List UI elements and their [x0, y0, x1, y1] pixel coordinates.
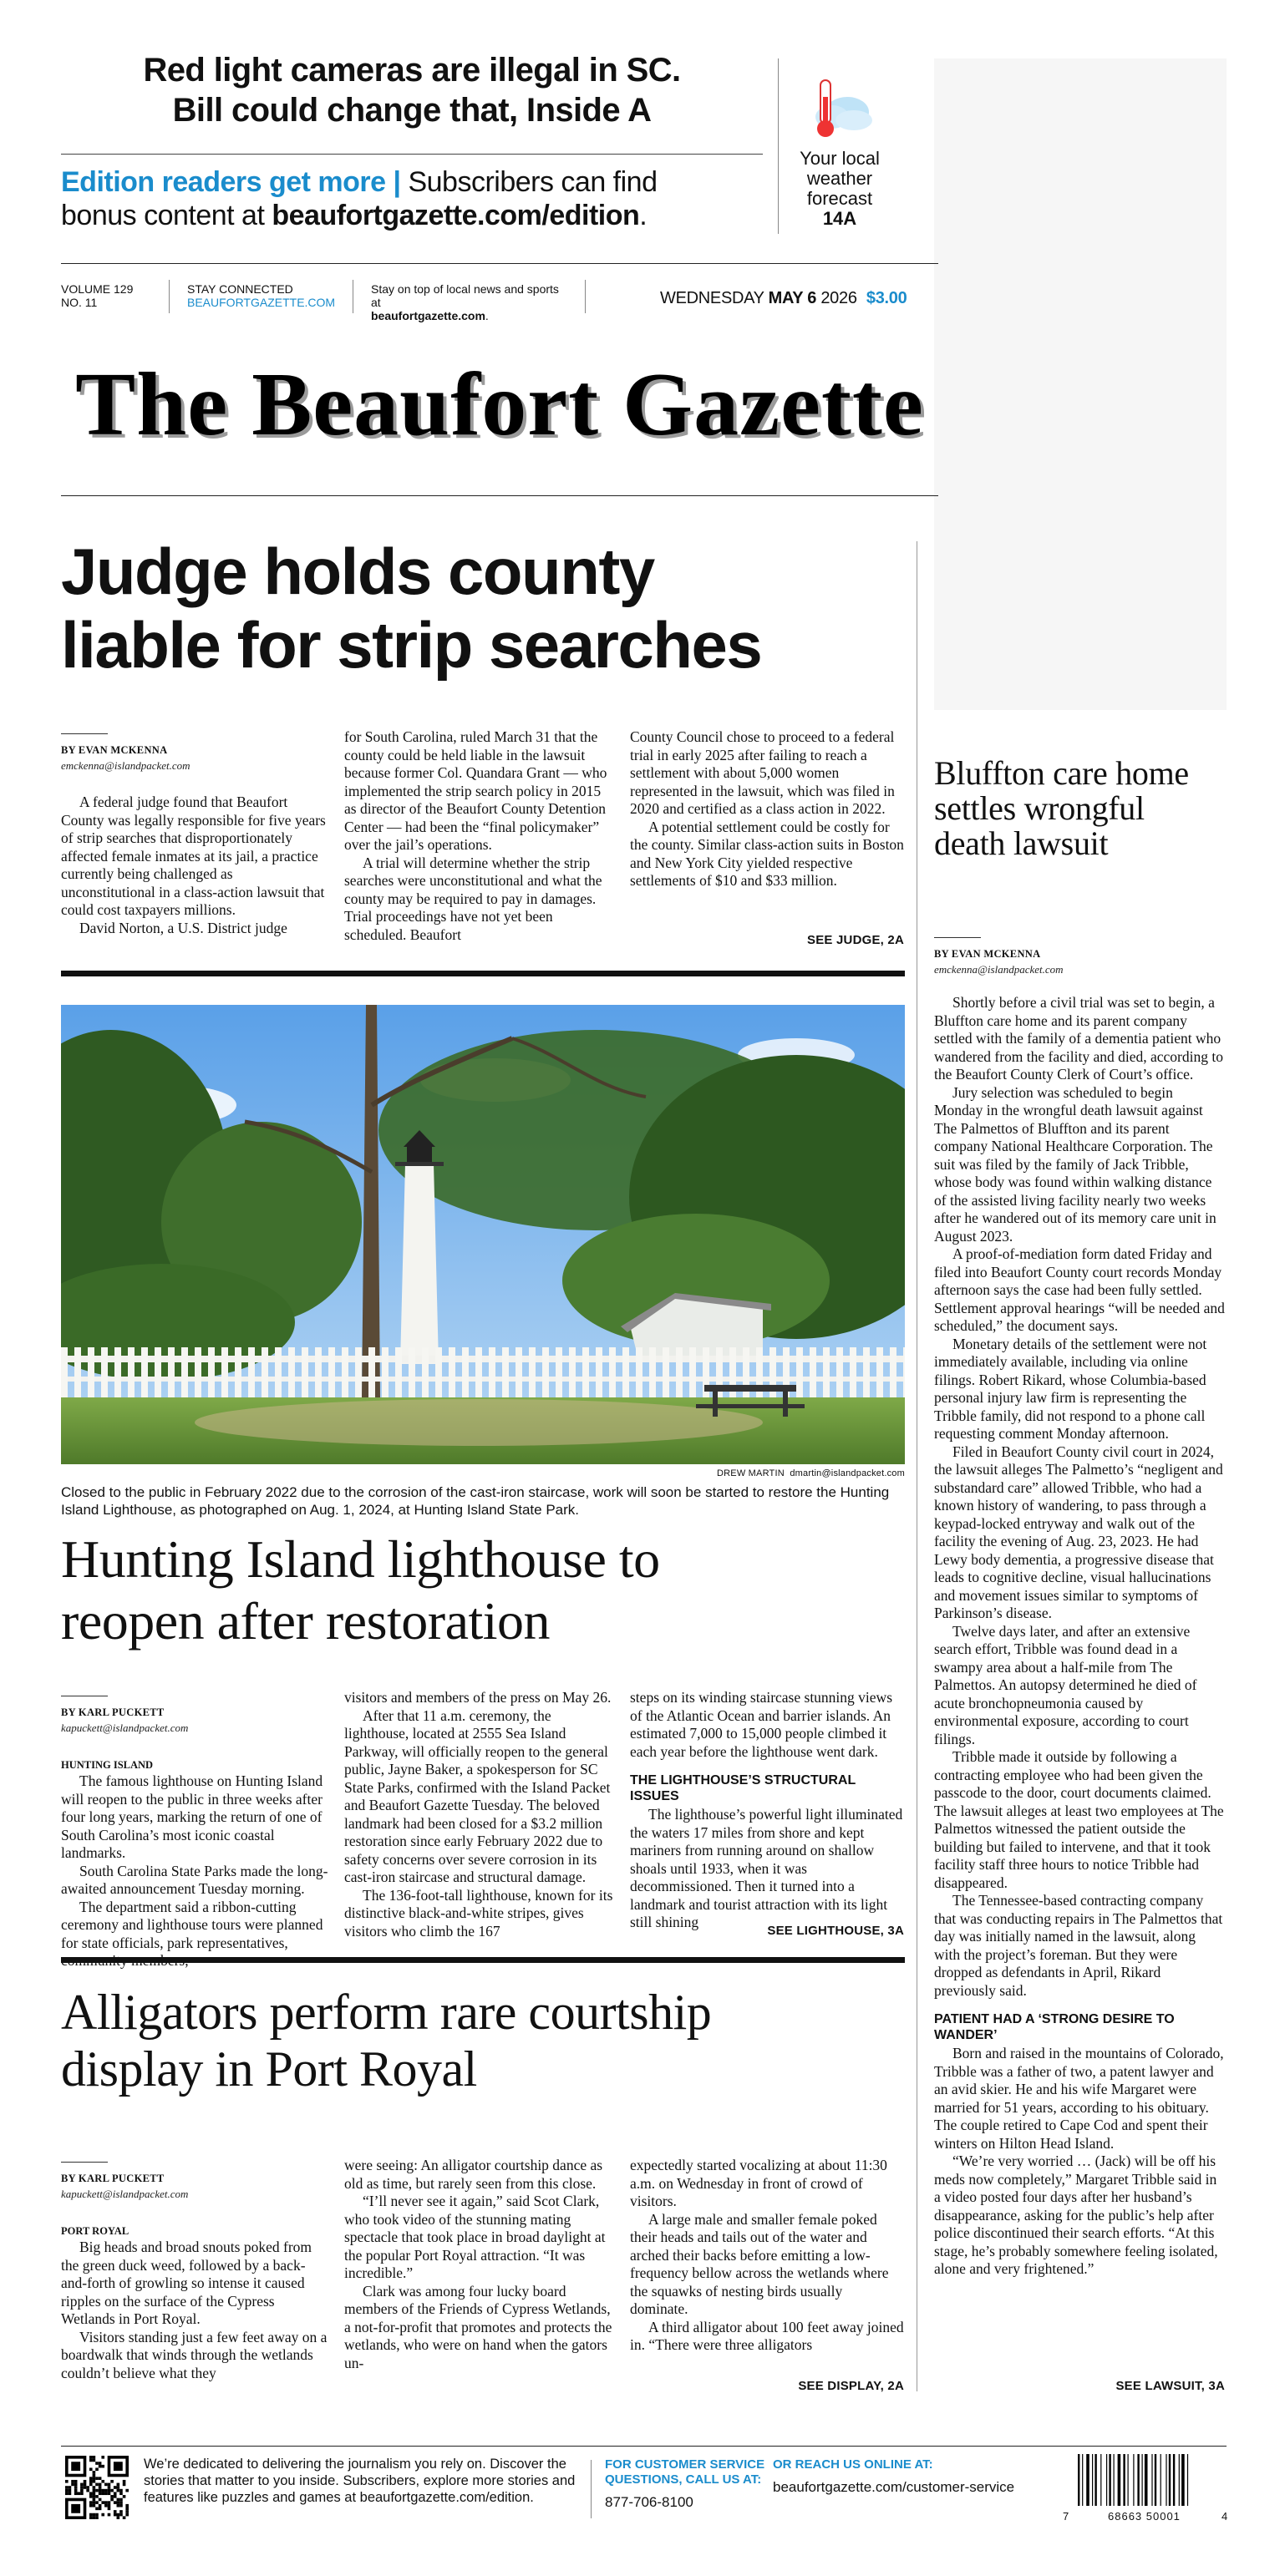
bluffton-p6: Twelve days later, and after an extensive search effort, Tribble was found dead in a swampy area about a half-mile from The Palmettos. An autopsy determined he died of acute bronchopneumonia caused by environmental exposure, according to court filings.: [934, 1622, 1197, 1747]
photo-credit-email: dmartin@islandpacket.com: [790, 1468, 905, 1478]
bluffton-byline: BY EVAN MCKENNA: [934, 948, 1041, 960]
lighthouse-headline[interactable]: [61, 1529, 905, 1652]
alligator-col1-p2: Visitors standing just a few feet away on a boardwalk that winds through the wetlands couldn’t believe what they: [61, 2328, 328, 2381]
bluffton-email[interactable]: emckenna@islandpacket.com: [934, 963, 1064, 976]
stay-connected-site[interactable]: BEAUFORTGAZETTE.COM: [187, 296, 336, 309]
lighthouse-col2-p1: visitors and members of the press on May 26.: [344, 1689, 612, 1706]
masthead-divider-1: [169, 280, 170, 313]
photo-caption: Closed to the public in February 2022 due to the corrosion of the cast-iron staircase, work will soon be started to restore the Hunting Island Lighthouse, as photographed on Aug. 1, 2024, at Hunting Island State Park.: [61, 1484, 890, 1518]
lighthouse-email[interactable]: kapuckett@islandpacket.com: [61, 1722, 189, 1734]
lighthouse-headline-line2: reopen after restoration: [61, 1591, 551, 1651]
online-label: OR REACH US ONLINE AT:: [773, 2457, 933, 2472]
barcode-right: 4: [1222, 2510, 1228, 2523]
weather-divider: [778, 58, 779, 234]
lighthouse-subhead: THE LIGHTHOUSE’S STRUCTURAL ISSUES: [630, 1773, 856, 1803]
barcode-left: 7: [1063, 2510, 1069, 2523]
weather-line2: weather: [806, 168, 873, 189]
judge-byline: BY EVAN MCKENNA: [61, 744, 168, 756]
lighthouse-headline-line1: Hunting Island lighthouse to: [61, 1529, 660, 1589]
edition-promo-blue: Edition readers get more |: [61, 166, 401, 198]
judge-col3-p2: A potential settlement could be costly for the county. Similar class-action suits in Boston and New York City yielded respective settlements of $10 and $33 million.: [630, 818, 904, 889]
judge-bottom-rule: [61, 971, 905, 976]
judge-jump[interactable]: SEE JUDGE, 2A: [807, 933, 904, 947]
judge-headline[interactable]: [61, 535, 905, 682]
customer-service[interactable]: [605, 2457, 772, 2513]
bluffton-byline-block: [934, 937, 1222, 976]
issue-price: $3.00: [866, 289, 907, 307]
judge-byline-rule: [61, 733, 108, 734]
alligator-byline-rule: [61, 2162, 108, 2163]
reach-online[interactable]: [773, 2457, 1074, 2497]
alligator-col2: [344, 2157, 616, 2372]
lighthouse-col1-p3: The department said a ribbon-cutting ceremony and lighthouse tours were planned for state officials, park representatives,: [61, 1898, 323, 1951]
cs-phone[interactable]: 877-706-8100: [605, 2494, 693, 2510]
lighthouse-col2: [344, 1689, 616, 1940]
issue-date: [660, 289, 907, 308]
bluffton-subhead: PATIENT HAD A ‘STRONG DESIRE TO WANDER’: [934, 2012, 1175, 2042]
footer-divider-1: [591, 2460, 592, 2518]
lighthouse-col2-p2: After that 11 a.m. ceremony, the lighthouse, located at 2555 Sea Island Parkway, will officially reopen to the general public, Jayne Baker, a spokesperson for SC State Parks, confirmed with the Island Packet and Beaufort Gazette Tuesday. The beloved landmark had been closed for a $3.2 million restoration since early February 2022 due to safety concerns over severe corrosion in its cast-iron staircase and structural damage.: [344, 1706, 611, 1885]
alligator-col2-p3: Clark was among four lucky board members of the Friends of Cypress Wetlands, a not-for-profit that promotes and protects the wetlands, who were on hand when the gators un-: [344, 2282, 612, 2371]
lighthouse-col3: [630, 1689, 904, 1932]
masthead-divider-3: [585, 280, 586, 313]
edition-promo[interactable]: [61, 165, 771, 232]
photo-credit-name: DREW MARTIN: [717, 1468, 785, 1478]
cs-label-line2: QUESTIONS, CALL US AT:: [605, 2472, 762, 2487]
alligator-col2-p2: “I’ll never see it again,” said Scot Clark, who took video of the stunning mating spectacle that took place in broad daylight at the popular Port Royal attraction. “It was incredible.”: [344, 2193, 606, 2281]
alligator-col3: [630, 2157, 904, 2355]
online-url[interactable]: beaufortgazette.com/customer-service: [773, 2479, 1015, 2495]
stay-on-top[interactable]: Stay on top of local news and sports at beaufortgazette.com.: [371, 282, 571, 322]
lighthouse-col2-p3: The 136-foot-tall lighthouse, known for its distinctive black-and-white stripes, gives visitors who climb the 167: [344, 1886, 613, 1940]
volume-number: VOLUME 129: [61, 282, 134, 296]
stay-connected-label: STAY CONNECTED: [187, 282, 293, 296]
promo-headline-line1[interactable]: Red light cameras are illegal in SC.: [143, 52, 681, 89]
judge-col3: [630, 728, 904, 890]
photo-credit: [61, 1468, 905, 1478]
promo-divider: [61, 154, 763, 155]
issue-weekday: WEDNESDAY: [660, 289, 764, 307]
bluffton-p4: Monetary details of the settlement were not immediately available, including via online filings. Robert Rikard, whose Columbia-based personal injury law firm is representing the Tribble family, did not respond to a phone call requesting comment Monday afternoon.: [934, 1335, 1207, 1442]
lighthouse-byline-block: [61, 1696, 328, 1735]
lighthouse-byline: BY KARL PUCKETT: [61, 1706, 165, 1718]
bluffton-p9: Born and raised in the mountains of Colorado, Tribble was a father of two, a patent lawyer and an avid skier. He and his wife Margaret were married for 51 years, according to his obituary. The couple retired to Cape Cod and spent their winters on Hilton Head Island.: [934, 2045, 1224, 2152]
cs-label-line1: FOR CUSTOMER SERVICE: [605, 2457, 765, 2472]
alligator-col3-p1: expectedly started vocalizing at about 11:30 a.m. on Wednesday in front of crowd of visitors.: [630, 2157, 887, 2209]
weather-line3: forecast: [806, 188, 873, 209]
lighthouse-col3-p2: The lighthouse’s powerful light illuminated the waters 17 miles from shore and kept mariners from running around on shallow shoals until 1933, when it was decommissioned. Then it turned into a landmark and tourist attraction with its light still shining: [630, 1806, 903, 1930]
weather-cloud-thermometer-icon: [802, 68, 877, 152]
promo-box[interactable]: [61, 50, 763, 150]
newspaper-title: The Beaufort Gazette: [75, 355, 924, 454]
bluffton-p2: Jury selection was scheduled to begin Monday in the wrongful death lawsuit against The Palmettos of Bluffton and its parent company National Healthcare Corporation. The suit was filed by the family of Jack Tribble, whose body was found within walking distance of the assisted living facility nearly two weeks after he wandered out of its memory care unit in August 2023.: [934, 1083, 1216, 1245]
edition-promo-url[interactable]: beaufortgazette.com/edition: [272, 200, 640, 231]
alligator-col1-p1: Big heads and broad snouts poked from the green duck weed, followed by a back-and-forth of growling so intense it caused ripples on the surface of the Cypress Wetlands in Port Royal.: [61, 2239, 312, 2327]
judge-headline-line1: Judge holds county: [61, 535, 654, 608]
alligator-dateline: PORT ROYAL: [61, 2225, 130, 2237]
alligator-jump[interactable]: SEE DISPLAY, 2A: [798, 2379, 904, 2393]
judge-col1: [61, 794, 328, 937]
bluffton-headline[interactable]: Bluffton care home settles wrongful death lawsuit: [934, 754, 1189, 862]
lighthouse-photo-illustration: [61, 1005, 905, 1464]
volume-info: [61, 282, 133, 309]
bluffton-body: [934, 994, 1225, 2279]
lighthouse-dateline: HUNTING ISLAND: [61, 1759, 154, 1771]
barcode: [1063, 2454, 1228, 2523]
lighthouse-bottom-rule: [61, 1957, 905, 1963]
bluffton-p10: “We’re very worried … (Jack) will be off his meds now completely,” Margaret Tribble said in a video posted four days after her husband’s disappearance, asking for the public’s help after police discontinued their search efforts. “At this stage, he’s probably somewhere feeling isolated, alone and very frightened.”: [934, 2153, 1218, 2277]
judge-col1-p1: A federal judge found that Beaufort County was legally responsible for five years of strip searches that disproportionately affected female inmates at its jail, a practice currently being challenged as unconstitutional in a class-action lawsuit that could cost taxpayers millions.: [61, 794, 326, 918]
issue-number: NO. 11: [61, 296, 98, 309]
alligator-col3-p3: A third alligator about 100 feet away joined in. “There were three alligators: [630, 2318, 904, 2353]
bluffton-byline-rule: [934, 937, 981, 938]
masthead-top-rule: [61, 263, 938, 264]
bluffton-p8: The Tennessee-based contracting company that was conducting repairs in The Palmettos that day was initially named in the lawsuit, along with the project’s foreman. But they were dropped as defendants in April, Rikard previously said.: [934, 1892, 1223, 1999]
judge-byline-block: [61, 733, 328, 773]
alligator-byline: BY KARL PUCKETT: [61, 2173, 165, 2184]
alligator-col1: [61, 2239, 328, 2382]
issue-year: 2026: [820, 289, 857, 307]
edition-promo-pre: bonus content at: [61, 200, 272, 231]
stay-on-top-site[interactable]: beaufortgazette.com: [371, 309, 485, 322]
barcode-numbers: [1063, 2510, 1228, 2523]
bluffton-jump[interactable]: SEE LAWSUIT, 3A: [1115, 2379, 1225, 2393]
footer-dedication: We’re dedicated to delivering the journalism you rely on. Discover the stories that matter to you inside. Subscribers, explore more stories and features like puzzles and games at beaufortgazette.com/edition.: [144, 2457, 576, 2505]
weather-box[interactable]: [781, 58, 898, 234]
alligator-headline-line2: display in Port Royal: [61, 2041, 477, 2097]
judge-col2: [344, 728, 616, 944]
alligator-col3-p2: A large male and smaller female poked their heads and tails out of the water and arched their backs before emitting a low-frequency bellow across the wetlands where the squawks of nesting birds usually dominate.: [630, 2210, 889, 2317]
judge-email[interactable]: emckenna@islandpacket.com: [61, 759, 190, 772]
edition-promo-period: .: [639, 200, 648, 231]
stay-connected[interactable]: [187, 282, 335, 309]
lighthouse-col1-p1: The famous lighthouse on Hunting Island will reopen to the public in three weeks after four long years, marking the return of one of South Carolina’s most iconic coastal landmarks.: [61, 1772, 323, 1861]
bluffton-p3: A proof-of-mediation form dated Friday and filed into Beaufort County court records Monday afternoon says the case had been fully settled. Settlement approval hearings “will be needed and scheduled,” the document says.: [934, 1245, 1225, 1334]
barcode-icon: [1076, 2454, 1227, 2506]
issue-day: MAY 6: [768, 289, 817, 307]
weather-line1: Your local: [800, 148, 880, 169]
barcode-mid: 68663 50001: [1108, 2510, 1181, 2523]
lighthouse-col1-p2: South Carolina State Parks made the long-awaited announcement Tuesday morning.: [61, 1862, 328, 1897]
alligator-byline-block: [61, 2162, 328, 2201]
alligator-headline[interactable]: [61, 1984, 905, 2097]
alligator-headline-line1: Alligators perform rare courtship: [61, 1985, 712, 2040]
promo-headline-line2[interactable]: Bill could change that, Inside A: [172, 92, 652, 129]
edition-promo-text: Subscribers can find: [400, 166, 658, 198]
weather-page: 14A: [822, 208, 857, 229]
bluffton-p5: Filed in Beaufort County civil court in 2024, the lawsuit alleges The Palmetto’s “negligent and substandard care” allowed Tribble, who had a known history of wandering, to pass through a keypad-locked entryway and walk out of the facility the evening of Aug. 23, 2023. He had Lewy body dementia, a progressive disease that leads to cognitive decline, visual hallucinations and movement issues similar to symptoms of Parkinson’s disease.: [934, 1443, 1223, 1621]
ad-placeholder: [934, 58, 1227, 710]
bluffton-p7: Tribble made it outside by following a contracting employee who had been given the passcode to the door, court documents claimed. The lawsuit alleges at least two employees at The Palmettos witnessed the patient outside the building but failed to intervene, and that it took facility staff three hours to notice Tribble had disappeared.: [934, 1748, 1224, 1891]
stay-on-top-text: Stay on top of local news and sports at: [371, 282, 559, 309]
alligator-col2-p1: were seeing: An alligator courtship dance as old as time, but rarely seen from this close.: [344, 2157, 603, 2192]
judge-headline-line2: liable for strip searches: [61, 608, 762, 682]
alligator-email[interactable]: kapuckett@islandpacket.com: [61, 2188, 189, 2200]
qr-code-icon[interactable]: [65, 2456, 129, 2519]
bluffton-p1: Shortly before a civil trial was set to begin, a Bluffton care home and its parent company settled with the family of a dementia patient who wandered from the facility and died, according to the Beaufort County Clerk of Court’s office.: [934, 994, 1223, 1083]
lighthouse-jump[interactable]: SEE LIGHTHOUSE, 3A: [767, 1924, 904, 1938]
judge-col2-p2: A trial will determine whether the strip searches were unconstitutional and what the county may be required to pay in damages. Trial proceedings have not yet been scheduled. Beaufort: [344, 854, 602, 943]
judge-col2-p1: for South Carolina, ruled March 31 that the county could be held liable in the lawsuit because former Col. Quandara Grant — who implemented the strip search policy in 2015 as director of the Beaufort County Detention Center — had been the “final policymaker” over the jail’s operations.: [344, 728, 607, 853]
judge-col1-p2: David Norton, a U.S. District judge: [79, 919, 287, 936]
masthead-bottom-rule: [61, 495, 938, 496]
judge-col3-p1: County Council chose to proceed to a federal trial in early 2025 after failing to reach a settlement with about 5,000 women represented in the lawsuit, which was filed in 2020 and certified as a class action in 2022.: [630, 728, 895, 817]
lighthouse-col1: [61, 1772, 328, 1970]
footer-top-rule: [61, 2446, 1227, 2447]
lighthouse-col3-p1: steps on its winding staircase stunning views of the Atlantic Ocean and barrier islands. An estimated 7,000 to 15,000 people climbed it each year before the lighthouse went dark.: [630, 1689, 893, 1760]
lighthouse-photo: [61, 1005, 905, 1464]
